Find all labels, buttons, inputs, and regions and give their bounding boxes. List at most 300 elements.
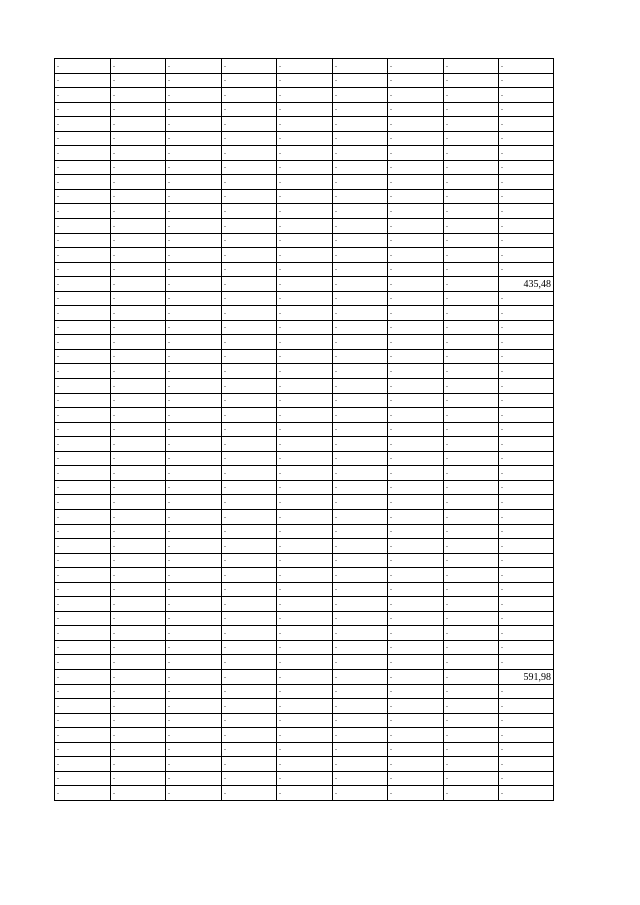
- table-cell: -: [277, 626, 333, 641]
- table-cell: -: [166, 408, 222, 423]
- table-cell: -: [55, 160, 111, 175]
- table-cell: -: [111, 59, 166, 74]
- table-cell: -: [277, 146, 333, 161]
- table-cell: -: [55, 655, 111, 670]
- table-cell: -: [111, 713, 166, 728]
- table-cell: -: [166, 713, 222, 728]
- table-cell: -: [388, 117, 444, 132]
- table-cell: -: [111, 669, 166, 684]
- table-cell: -: [166, 757, 222, 772]
- table-cell: -: [222, 597, 277, 612]
- table-cell: -: [111, 233, 166, 248]
- table-cell: -: [222, 611, 277, 626]
- table-cell: -: [111, 146, 166, 161]
- table-cell: -: [499, 757, 554, 772]
- table-cell: -: [111, 480, 166, 495]
- table-cell: -: [111, 73, 166, 88]
- table-cell: -: [333, 539, 388, 554]
- table-cell: -: [277, 757, 333, 772]
- table-cell: -: [111, 88, 166, 103]
- table-cell: -: [55, 320, 111, 335]
- table-cell: -: [444, 786, 499, 801]
- table-cell: -: [111, 277, 166, 292]
- table-row: [55, 277, 554, 292]
- table-cell: -: [499, 728, 554, 743]
- table-cell: -: [55, 204, 111, 219]
- table-cell: -: [333, 364, 388, 379]
- table-row: [55, 131, 554, 146]
- table-cell: -: [444, 437, 499, 452]
- table-cell: -: [388, 568, 444, 583]
- table-cell: -: [166, 640, 222, 655]
- table-cell: -: [111, 509, 166, 524]
- table-cell: -: [444, 160, 499, 175]
- table-cell: -: [166, 102, 222, 117]
- table-cell: -: [444, 393, 499, 408]
- table-cell: -: [277, 451, 333, 466]
- table-cell: -: [166, 277, 222, 292]
- table-cell: -: [166, 393, 222, 408]
- table-cell: -: [388, 451, 444, 466]
- table-cell: -: [444, 364, 499, 379]
- table-cell: -: [499, 233, 554, 248]
- table-cell: -: [166, 655, 222, 670]
- table-row: [55, 539, 554, 554]
- table-row: [55, 262, 554, 277]
- table-cell: -: [444, 655, 499, 670]
- table-row: [55, 408, 554, 423]
- table-cell: -: [55, 175, 111, 190]
- table-cell: -: [444, 117, 499, 132]
- table-row: [55, 757, 554, 772]
- table-cell: -: [222, 204, 277, 219]
- table-cell: -: [55, 495, 111, 510]
- table-cell: -: [333, 713, 388, 728]
- table-cell: -: [55, 451, 111, 466]
- table-cell: -: [499, 204, 554, 219]
- table-cell: -: [388, 771, 444, 786]
- table-cell: -: [277, 786, 333, 801]
- table-cell: -: [444, 451, 499, 466]
- table-cell: -: [55, 306, 111, 321]
- table-cell: -: [388, 59, 444, 74]
- table-cell: -: [166, 204, 222, 219]
- table-cell: -: [499, 771, 554, 786]
- table-cell: -: [111, 349, 166, 364]
- table-cell: -: [499, 437, 554, 452]
- table-cell: -: [166, 320, 222, 335]
- table-cell: -: [333, 189, 388, 204]
- table-cell: -: [166, 146, 222, 161]
- table-cell: -: [166, 451, 222, 466]
- table-cell: -: [222, 335, 277, 350]
- table-cell: -: [111, 102, 166, 117]
- table-cell: -: [55, 59, 111, 74]
- table-cell: -: [388, 204, 444, 219]
- table-row: [55, 771, 554, 786]
- table-cell: -: [166, 117, 222, 132]
- table-cell: -: [388, 175, 444, 190]
- table-cell: -: [222, 742, 277, 757]
- table-cell: -: [499, 393, 554, 408]
- table-cell: -: [444, 233, 499, 248]
- table-cell: -: [55, 219, 111, 234]
- table-cell: -: [277, 393, 333, 408]
- table-cell: -: [55, 349, 111, 364]
- table-cell: -: [277, 233, 333, 248]
- table-cell: -: [277, 204, 333, 219]
- table-cell: -: [388, 495, 444, 510]
- table-cell: -: [444, 509, 499, 524]
- table-cell: -: [499, 248, 554, 263]
- table-cell: -: [277, 117, 333, 132]
- table-cell: -: [277, 699, 333, 714]
- table-cell: -: [388, 699, 444, 714]
- table-cell: -: [166, 189, 222, 204]
- table-cell: -: [388, 262, 444, 277]
- table-cell: -: [444, 408, 499, 423]
- table-cell: -: [166, 306, 222, 321]
- table-cell: -: [222, 640, 277, 655]
- table-cell: -: [388, 306, 444, 321]
- table-cell: -: [333, 349, 388, 364]
- table-row: [55, 320, 554, 335]
- table-cell: -: [499, 539, 554, 554]
- table-cell: -: [222, 495, 277, 510]
- table-cell: -: [499, 364, 554, 379]
- table-cell: -: [388, 480, 444, 495]
- table-cell: -: [55, 597, 111, 612]
- table-row: [55, 306, 554, 321]
- table-cell: -: [444, 480, 499, 495]
- table-cell: -: [499, 640, 554, 655]
- table-cell: -: [166, 233, 222, 248]
- table-row: [55, 582, 554, 597]
- table-cell: -: [388, 539, 444, 554]
- table-cell: -: [333, 73, 388, 88]
- table-cell: -: [388, 466, 444, 481]
- table-cell: -: [111, 699, 166, 714]
- table-cell: -: [277, 262, 333, 277]
- table-cell: -: [111, 320, 166, 335]
- table-cell: -: [55, 611, 111, 626]
- table-cell: -: [388, 364, 444, 379]
- table-row: [55, 393, 554, 408]
- table-cell: -: [55, 189, 111, 204]
- table-row: [55, 742, 554, 757]
- table-cell: -: [333, 335, 388, 350]
- table-cell: -: [166, 160, 222, 175]
- table-cell: -: [444, 306, 499, 321]
- table-cell: -: [388, 422, 444, 437]
- table-cell: -: [111, 422, 166, 437]
- table-cell: -: [444, 175, 499, 190]
- table-cell: -: [388, 219, 444, 234]
- table-cell: -: [166, 699, 222, 714]
- table-cell: -: [277, 611, 333, 626]
- table-cell: -: [222, 480, 277, 495]
- table-cell: -: [111, 437, 166, 452]
- table-cell: -: [333, 611, 388, 626]
- table-cell: -: [166, 786, 222, 801]
- table-cell: -: [277, 582, 333, 597]
- table-cell: -: [222, 88, 277, 103]
- table-cell: -: [388, 626, 444, 641]
- table-cell: -: [222, 175, 277, 190]
- table-cell: -: [333, 655, 388, 670]
- table-cell: -: [222, 320, 277, 335]
- table-cell: -: [499, 626, 554, 641]
- table-cell: -: [111, 451, 166, 466]
- table-cell: -: [444, 189, 499, 204]
- table-cell: -: [166, 509, 222, 524]
- table-cell: -: [444, 88, 499, 103]
- table-row: [55, 524, 554, 539]
- table-cell: -: [277, 466, 333, 481]
- table-cell: -: [277, 131, 333, 146]
- table-cell: -: [222, 626, 277, 641]
- table-cell: -: [388, 597, 444, 612]
- table-cell: -: [111, 495, 166, 510]
- table-cell: -: [388, 291, 444, 306]
- table-cell: -: [444, 73, 499, 88]
- table-cell: -: [222, 437, 277, 452]
- table-cell: -: [222, 248, 277, 263]
- table-cell: -: [333, 466, 388, 481]
- table-cell: -: [333, 379, 388, 394]
- table-cell: -: [444, 757, 499, 772]
- table-cell: -: [277, 88, 333, 103]
- table-cell: -: [388, 233, 444, 248]
- table-cell: -: [277, 437, 333, 452]
- table-cell: -: [277, 102, 333, 117]
- table-cell: -: [277, 306, 333, 321]
- table-row: [55, 451, 554, 466]
- table-cell: -: [55, 73, 111, 88]
- table-cell: -: [277, 349, 333, 364]
- table-row: [55, 437, 554, 452]
- table-cell: -: [277, 277, 333, 292]
- table-cell: -: [388, 248, 444, 263]
- table-row: [55, 713, 554, 728]
- table-cell: -: [499, 408, 554, 423]
- table-cell: -: [499, 655, 554, 670]
- table-cell: -: [166, 495, 222, 510]
- table-cell: -: [111, 379, 166, 394]
- table-cell: -: [444, 102, 499, 117]
- table-cell: -: [388, 160, 444, 175]
- table-row: [55, 349, 554, 364]
- table-cell: -: [499, 684, 554, 699]
- table-cell: -: [277, 684, 333, 699]
- table-cell: -: [277, 539, 333, 554]
- table-cell: -: [222, 102, 277, 117]
- table-cell: -: [55, 568, 111, 583]
- table-cell: -: [55, 88, 111, 103]
- table-cell: -: [166, 88, 222, 103]
- table-cell: -: [222, 262, 277, 277]
- table-cell: -: [111, 248, 166, 263]
- table-cell: -: [388, 349, 444, 364]
- table-cell: -: [277, 495, 333, 510]
- table-cell: -: [499, 117, 554, 132]
- table-cell: -: [333, 553, 388, 568]
- table-cell: -: [222, 117, 277, 132]
- table-cell: -: [444, 684, 499, 699]
- table-body: [55, 59, 554, 801]
- table-cell: -: [222, 233, 277, 248]
- table-cell: -: [55, 728, 111, 743]
- table-cell: -: [333, 291, 388, 306]
- table-cell: -: [388, 684, 444, 699]
- table-cell: -: [444, 553, 499, 568]
- table-cell: -: [388, 669, 444, 684]
- table-cell: -: [55, 408, 111, 423]
- table-cell: -: [333, 495, 388, 510]
- table-row: [55, 669, 554, 684]
- table-cell: -: [55, 640, 111, 655]
- table-cell: -: [222, 422, 277, 437]
- table-row: [55, 597, 554, 612]
- table-cell: -: [166, 364, 222, 379]
- table-cell: -: [111, 539, 166, 554]
- table-cell: -: [444, 248, 499, 263]
- table-cell: -: [333, 597, 388, 612]
- table-cell: -: [333, 582, 388, 597]
- table-cell: -: [277, 291, 333, 306]
- table-cell: -: [333, 248, 388, 263]
- table-row: [55, 73, 554, 88]
- table-cell: -: [277, 219, 333, 234]
- table-cell: -: [388, 320, 444, 335]
- table-cell: -: [277, 408, 333, 423]
- table-cell: -: [388, 582, 444, 597]
- table-cell: -: [333, 742, 388, 757]
- table-cell: -: [166, 480, 222, 495]
- table-cell: -: [333, 422, 388, 437]
- table-cell: -: [55, 248, 111, 263]
- table-row: [55, 480, 554, 495]
- table-cell: -: [499, 524, 554, 539]
- table-cell: -: [388, 728, 444, 743]
- table-cell: -: [222, 553, 277, 568]
- table-cell: -: [499, 582, 554, 597]
- table-cell: -: [55, 684, 111, 699]
- table-cell: -: [111, 728, 166, 743]
- table-cell: -: [222, 408, 277, 423]
- table-cell: -: [111, 640, 166, 655]
- table-cell: -: [388, 553, 444, 568]
- table-cell: -: [499, 742, 554, 757]
- table-cell: -: [388, 335, 444, 350]
- table-cell: -: [444, 771, 499, 786]
- table-cell: -: [277, 655, 333, 670]
- table-row: [55, 204, 554, 219]
- table-cell: -: [166, 568, 222, 583]
- table-cell: -: [444, 742, 499, 757]
- table-cell: -: [111, 393, 166, 408]
- table-cell: -: [499, 495, 554, 510]
- table-row: [55, 684, 554, 699]
- table-cell: -: [333, 160, 388, 175]
- table-cell: -: [222, 699, 277, 714]
- table-cell: -: [111, 597, 166, 612]
- table-cell: -: [222, 189, 277, 204]
- table-cell: -: [166, 349, 222, 364]
- table-cell: -: [499, 335, 554, 350]
- table-cell: -: [111, 553, 166, 568]
- table-cell: -: [277, 524, 333, 539]
- table-cell: -: [444, 611, 499, 626]
- table-cell: -: [277, 597, 333, 612]
- table-cell: -: [277, 669, 333, 684]
- table-cell: -: [55, 102, 111, 117]
- table-cell: -: [499, 451, 554, 466]
- table-cell: -: [166, 626, 222, 641]
- table-cell: -: [444, 568, 499, 583]
- table-cell: -: [111, 582, 166, 597]
- table-row: [55, 568, 554, 583]
- table-cell: -: [111, 408, 166, 423]
- table-cell: -: [111, 786, 166, 801]
- table-cell: -: [222, 160, 277, 175]
- table-cell: -: [333, 626, 388, 641]
- table-cell: -: [499, 611, 554, 626]
- table-cell: -: [444, 626, 499, 641]
- table-cell: -: [111, 204, 166, 219]
- table-row: [55, 233, 554, 248]
- table-cell: -: [388, 146, 444, 161]
- table-cell: -: [222, 669, 277, 684]
- table-row: [55, 189, 554, 204]
- table-cell: -: [166, 611, 222, 626]
- table-cell: -: [55, 786, 111, 801]
- table-cell: -: [388, 786, 444, 801]
- table-cell: -: [111, 131, 166, 146]
- table-cell: -: [277, 713, 333, 728]
- table-cell: -: [388, 509, 444, 524]
- table-cell: -: [166, 248, 222, 263]
- table-cell: -: [333, 509, 388, 524]
- table-row: [55, 655, 554, 670]
- table-row: [55, 117, 554, 132]
- table-cell: -: [222, 59, 277, 74]
- table-cell: -: [222, 582, 277, 597]
- table-cell: -: [222, 786, 277, 801]
- table-cell: -: [499, 73, 554, 88]
- table-cell: -: [444, 204, 499, 219]
- table-cell: -: [444, 146, 499, 161]
- table-cell: -: [55, 437, 111, 452]
- table-cell: -: [277, 59, 333, 74]
- table-cell: -: [166, 771, 222, 786]
- table-row: [55, 626, 554, 641]
- table-cell: -: [333, 320, 388, 335]
- table-cell: -: [333, 131, 388, 146]
- table-cell: -: [55, 262, 111, 277]
- table-cell: -: [499, 59, 554, 74]
- table-cell: -: [333, 204, 388, 219]
- table-cell: -: [499, 466, 554, 481]
- table-cell: -: [277, 568, 333, 583]
- table-cell: -: [333, 393, 388, 408]
- table-cell: -: [222, 713, 277, 728]
- table-cell: -: [55, 291, 111, 306]
- table-cell: -: [277, 73, 333, 88]
- table-cell: -: [499, 509, 554, 524]
- table-cell: -: [333, 88, 388, 103]
- table-cell: -: [166, 422, 222, 437]
